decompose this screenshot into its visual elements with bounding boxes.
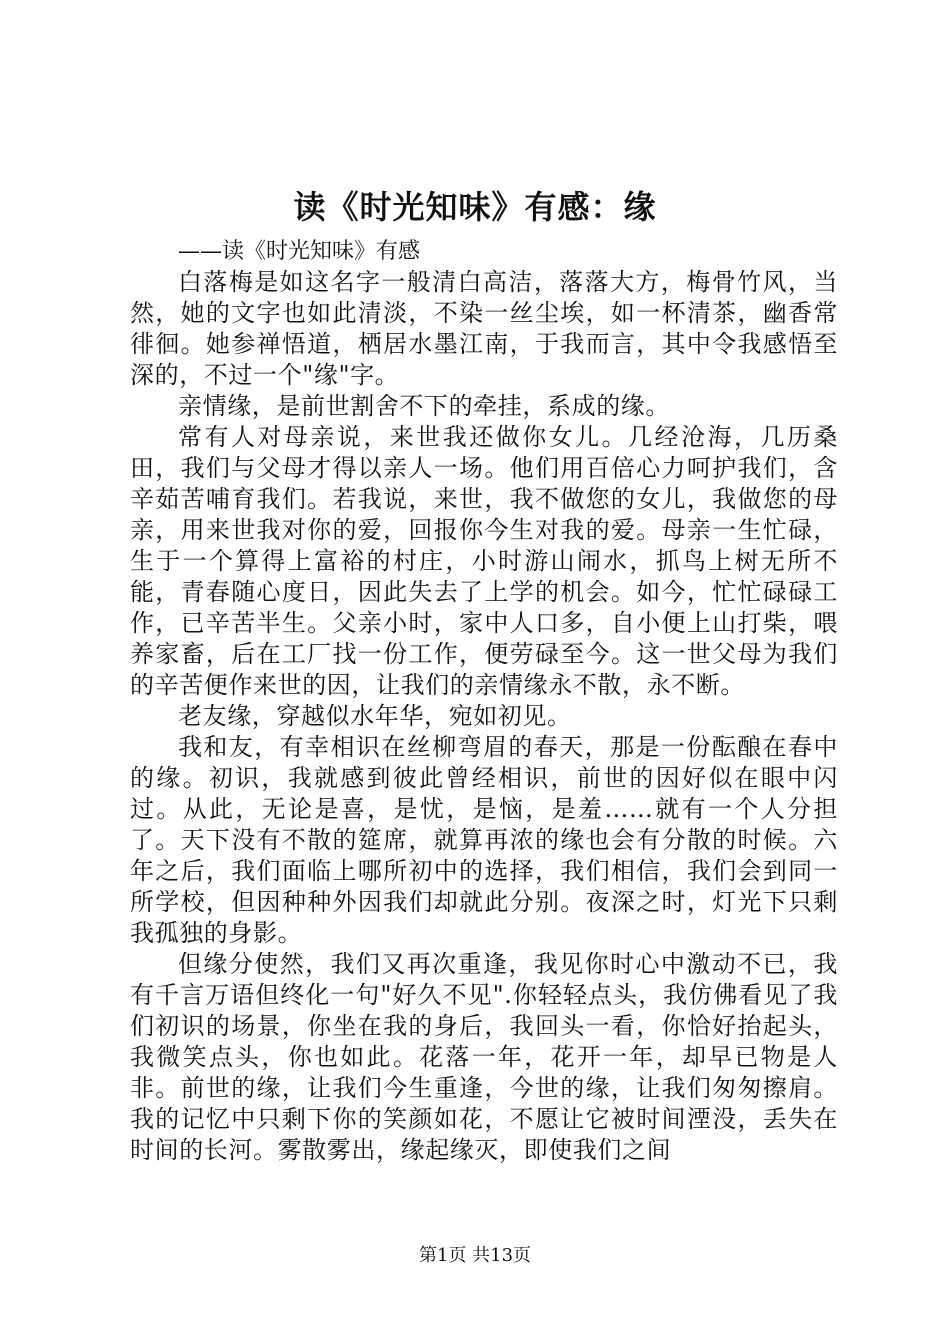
- document-title: 读《时光知味》有感：缘: [293, 188, 657, 226]
- paragraph-reunion: 但缘分使然，我们又再次重逢，我见你时心中激动不已，我有千言万语但终化一句"好久不见".你轻轻点头，我仿佛看见了我们初识的场景，你坐在我的身后，我回头一看，你恰好抬起头，我微笑点头，你也如此。花落一年，花开一年，却早已物是人非。前世的缘，让我们今生重逢，今世的缘，让我们匆匆擦肩。我的记忆中只剩下你的笑颜如花，不愿让它被时间湮没，丢失在时间的长河。雾散雾出，缘起缘灭，即使我们之间: [130, 950, 838, 1164]
- page-footer: [0, 1244, 950, 1268]
- paragraph-friend: 我和友，有幸相识在丝柳弯眉的春天，那是一份酝酿在春中的缘。初识，我就感到彼此曾经相识，前世的因好似在眼中闪过。从此，无论是喜，是忧，是恼，是羞……就有一个人分担了。天下没有不散的筵席，就算再浓的缘也会有分散的时候。六年之后，我们面临上哪所初中的选择，我们相信，我们会到同一所学校，但因种种外因我们却就此分别。夜深之时，灯光下只剩我孤独的身影。: [130, 733, 838, 947]
- paragraph-intro: 白落梅是如这名字一般清白高洁，落落大方，梅骨竹风，当然，她的文字也如此清淡，不染一丝尘埃，如一杯清茶，幽香常徘徊。她参禅悟道，栖居水墨江南，于我而言，其中令我感悟至深的，不过一个"缘"字。: [130, 268, 838, 389]
- document-subtitle: ——读《时光知味》有感: [178, 239, 421, 264]
- page-number: 第1页 共13页: [418, 1245, 532, 1266]
- document-body: [130, 236, 838, 1166]
- paragraph-family-heading: 亲情缘，是前世割舍不下的牵挂，系成的缘。: [178, 392, 670, 420]
- paragraph-family: 常有人对母亲说，来世我还做你女儿。几经沧海，几历桑田，我们与父母才得以亲人一场。他们用百倍心力呵护我们，含辛茹苦哺育我们。若我说，来世，我不做您的女儿，我做您的母亲，用来世我对你的爱，回报你今生对我的爱。母亲一生忙碌，生于一个算得上富裕的村庄，小时游山闹水，抓鸟上树无所不能，青春随心度日，因此失去了上学的机会。如今，忙忙碌碌工作，已辛苦半生。父亲小时，家中人口多，自小便上山打柴，喂养家畜，后在工厂找一份工作，便劳碌至今。这一世父母为我们的辛苦便作来世的因，让我们的亲情缘永不散，永不断。: [130, 423, 838, 699]
- paragraph-friend-heading: 老友缘，穿越似水年华，宛如初见。: [178, 702, 572, 730]
